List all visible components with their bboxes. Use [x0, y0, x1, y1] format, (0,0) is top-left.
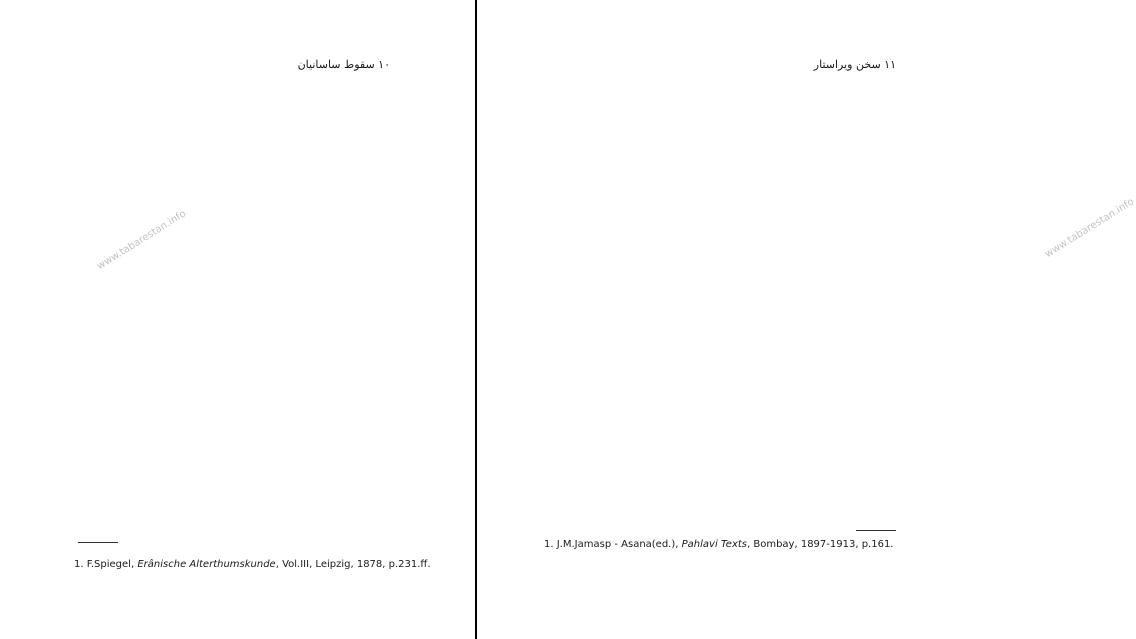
left-paragraph [78, 156, 394, 174]
left-body-text [78, 84, 394, 530]
right-running-title: سخن ویراستار [813, 58, 881, 71]
watermark: www.tabarestan.info [95, 208, 189, 273]
left-paragraph [78, 420, 394, 438]
right-body-text [548, 84, 894, 352]
left-paragraph [78, 444, 394, 462]
right-paragraph [548, 108, 894, 126]
left-page [0, 0, 474, 639]
left-paragraph [78, 276, 394, 294]
editor-signature [548, 208, 894, 226]
left-paragraph [78, 396, 394, 414]
left-paragraph [78, 300, 394, 318]
left-paragraph [78, 108, 394, 126]
left-paragraph [78, 228, 394, 246]
right-paragraph [548, 84, 894, 102]
left-paragraph [78, 204, 394, 222]
right-running-head [814, 58, 896, 71]
right-page-number: ۱۱ [884, 58, 896, 71]
right-paragraph [548, 156, 894, 174]
left-page-number: ۱۰ [378, 58, 390, 71]
left-paragraph [78, 348, 394, 366]
right-paragraph [548, 180, 894, 198]
right-page [478, 0, 1136, 639]
left-footnote-rest: , Vol.III, Leipzig, 1878, p.231.ff. [275, 559, 431, 570]
watermark: www.tabarestan.info [1043, 196, 1136, 261]
gutter-divider [475, 0, 477, 639]
right-footnote-rest: , Bombay, 1897-1913, p.161. [747, 539, 894, 550]
right-footnote-number: 1. [544, 539, 554, 550]
left-running-head [298, 58, 390, 71]
left-paragraph [78, 372, 394, 390]
left-paragraph [78, 84, 394, 102]
right-footnote-title: Pahlavi Texts [681, 539, 747, 550]
left-footnote [74, 558, 431, 572]
right-footnote-rule [856, 530, 896, 531]
left-paragraph [78, 132, 394, 150]
left-footnote-rule [78, 542, 118, 543]
left-paragraph [78, 468, 394, 486]
left-footnote-author: F.Spiegel, [86, 559, 135, 570]
left-paragraph [78, 180, 394, 198]
right-footnote-author: J.M.Jamasp - Asana(ed.), [556, 539, 679, 550]
left-paragraph [78, 252, 394, 270]
right-footnote [544, 538, 893, 552]
left-running-title: سقوط ساسانیان [297, 58, 375, 71]
left-footnote-number: 1. [74, 559, 84, 570]
left-footnote-title: Erânische Alterthumskunde [137, 559, 276, 570]
left-paragraph [78, 324, 394, 342]
left-paragraph [78, 492, 394, 510]
right-paragraph [548, 132, 894, 150]
